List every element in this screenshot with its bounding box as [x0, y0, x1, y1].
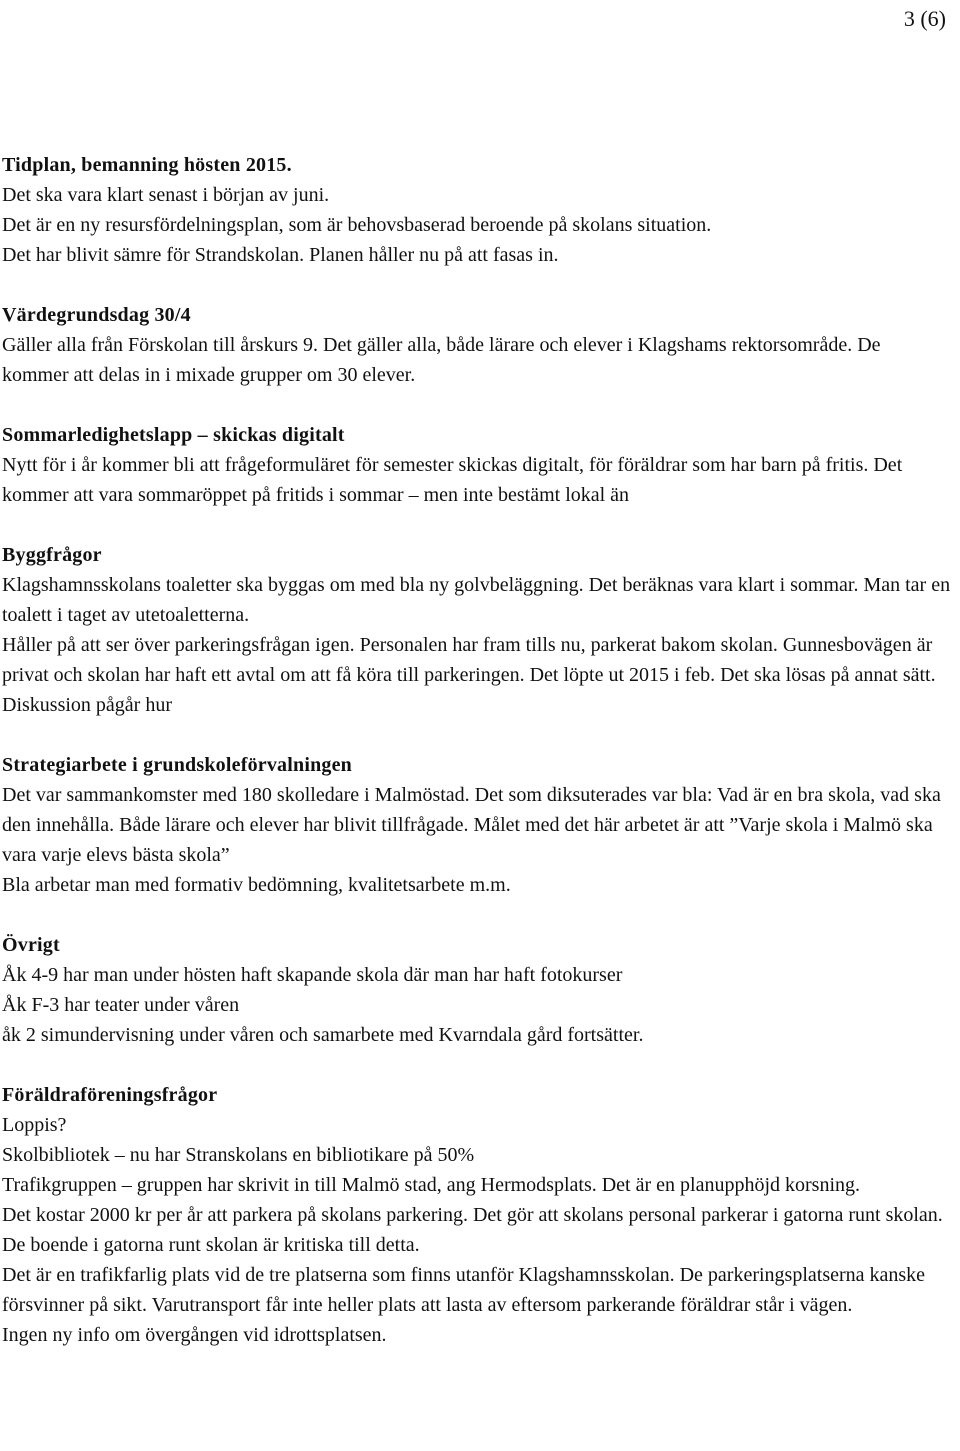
section-sommarledighetslapp [2, 420, 952, 510]
paragraph-line: Skolbibliotek – nu har Stranskolans en bibliotikare på 50% [2, 1144, 475, 1166]
paragraph-line: åk 2 simundervisning under våren och samarbete med Kvarndala gård fortsätter. [2, 1024, 644, 1046]
paragraph-line: Det är en trafikfarlig plats vid de tre platserna som finns utanför Klagshamnsskolan. De parkeringsplatserna kanske försvinner på sikt. Varutransport får inte heller plats att lasta av eftersom parkerande föräldrar står i vägen. [2, 1264, 926, 1316]
paragraph-line: Det ska vara klart senast i början av juni. [2, 184, 330, 206]
section-foraldraforeningsfragor [2, 1080, 952, 1350]
paragraph-line: Klagshamnsskolans toaletter ska byggas om med bla ny golvbeläggning. Det beräknas vara klart i sommar. Man tar en toalett i taget av utetoaletterna. [2, 574, 951, 626]
section-byggfragor [2, 540, 952, 720]
section-heading: Tidplan, bemanning hösten 2015. [2, 154, 292, 176]
paragraph-line: Det har blivit sämre för Strandskolan. Planen håller nu på att fasas in. [2, 244, 559, 266]
paragraph-line: Nytt för i år kommer bli att frågeformuläret för semester skickas digitalt, för föräldrar som har barn på fritis. Det kommer att vara sommaröppet på fritids i sommar – men inte bestämt lokal än [2, 454, 903, 506]
section-heading: Värdegrundsdag 30/4 [2, 304, 191, 326]
section-heading: Föräldraföreningsfrågor [2, 1084, 218, 1106]
page-number: 3 (6) [903, 6, 946, 31]
paragraph-line: Bla arbetar man med formativ bedömning, kvalitetsarbete m.m. [2, 874, 511, 896]
paragraph-line: Det var sammankomster med 180 skolledare i Malmöstad. Det som diksuterades var bla: Vad är en bra skola, vad ska den innehålla. Både lärare och elever har blivit tillfrågade. Målet med det här arbetet är att ”Varje skola i Malmö ska vara varje elevs bästa skola” [2, 784, 941, 866]
paragraph-line: Åk 4-9 har man under hösten haft skapande skola där man har haft fotokurser [2, 964, 623, 986]
section-strategiarbete [2, 750, 952, 900]
section-ovrigt [2, 930, 952, 1050]
document-body [2, 150, 952, 1350]
paragraph-line: Ingen ny info om övergången vid idrottsplatsen. [2, 1324, 387, 1346]
paragraph-line: Gäller alla från Förskolan till årskurs 9. Det gäller alla, både lärare och elever i Klagshams rektorsområde. De kommer att delas in i mixade grupper om 30 elever. [2, 334, 881, 386]
paragraph-line: Åk F-3 har teater under våren [2, 994, 240, 1016]
paragraph-line: Det är en ny resursfördelningsplan, som är behovsbaserad beroende på skolans situation. [2, 214, 712, 236]
section-heading: Sommarledighetslapp – skickas digitalt [2, 424, 345, 446]
paragraph-line: Det kostar 2000 kr per år att parkera på skolans parkering. Det gör att skolans personal parkerar i gatorna runt skolan. De boende i gatorna runt skolan är kritiska till detta. [2, 1204, 943, 1256]
section-tidplan [2, 150, 952, 270]
section-heading: Övrigt [2, 934, 60, 956]
section-heading: Byggfrågor [2, 544, 102, 566]
section-heading: Strategiarbete i grundskoleförvalningen [2, 754, 353, 776]
paragraph-line: Trafikgruppen – gruppen har skrivit in till Malmö stad, ang Hermodsplats. Det är en planupphöjd korsning. [2, 1174, 861, 1196]
section-vardegrundsdag [2, 300, 952, 390]
paragraph-line: Loppis? [2, 1114, 67, 1136]
paragraph-line: Håller på att ser över parkeringsfrågan igen. Personalen har fram tills nu, parkerat bakom skolan. Gunnesbovägen är privat och skolan har haft ett avtal om att få köra till parkeringen. Det löpte ut 2015 i feb. Det ska lösas på annat sätt. Diskussion pågår hur [2, 634, 936, 716]
